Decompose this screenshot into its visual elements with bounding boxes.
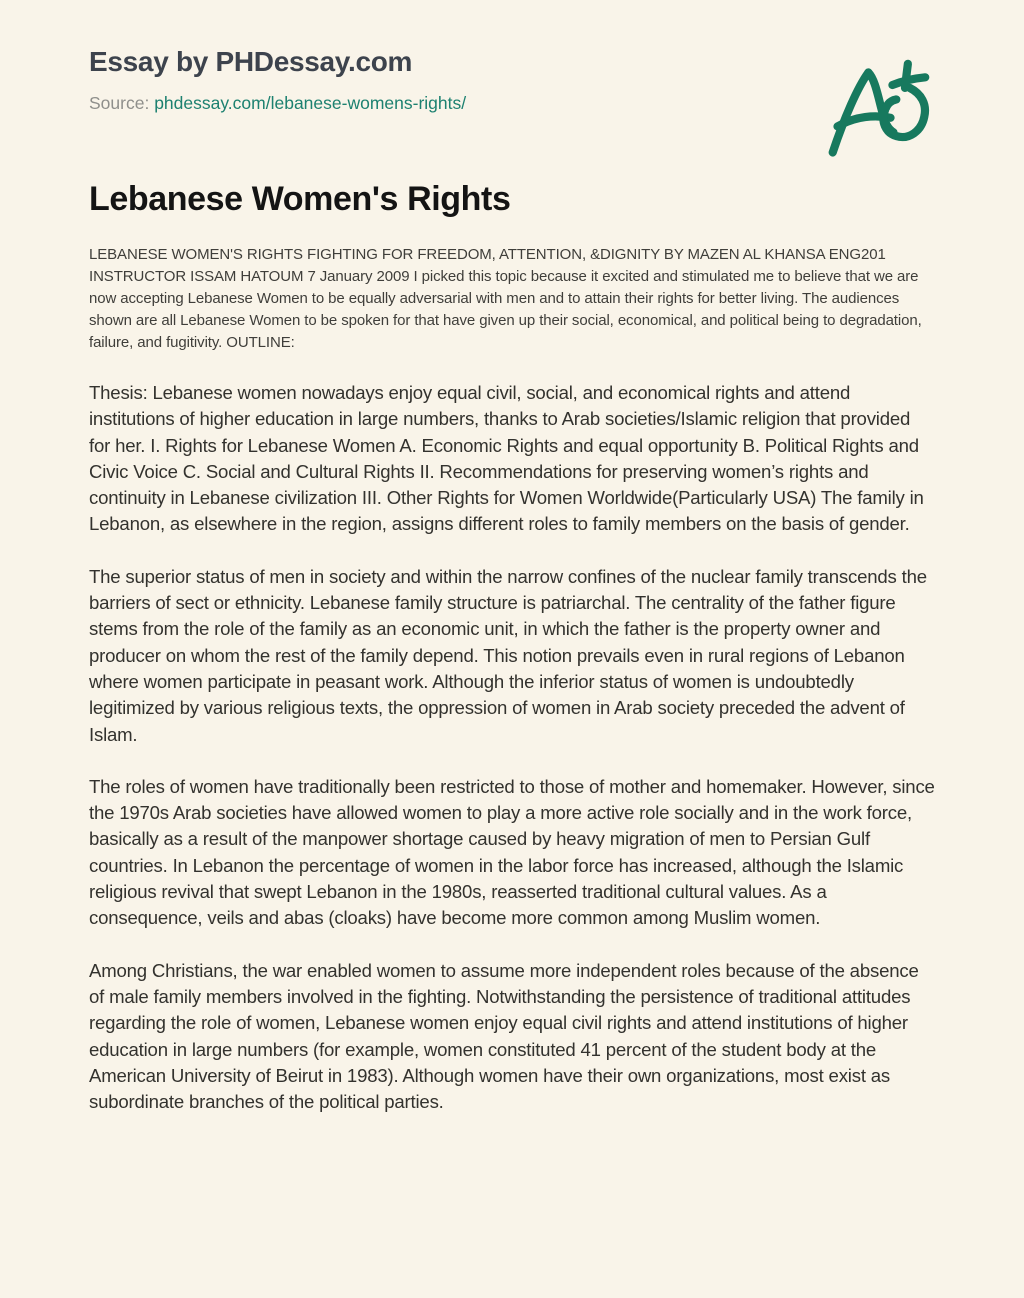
essay-paragraph-christians: Among Christians, the war enabled women to assume more independent roles because of the absence of male family members involved in the fighting. Notwithstanding the persistence of traditional attitudes regarding the role of women, Lebanese women enjoy equal civil rights and attend institutions of higher education in large numbers (for example, women constituted 41 percent of the student body at the American University of Beirut in 1983). Although women have their own organizations, most exist as subordinate branches of the political parties. [89,959,919,1113]
site-header-title: Essay by PHDessay.com [89,46,413,77]
essay-paragraph-thesis: Thesis: Lebanese women nowadays enjoy equal civil, social, and economical rights and attend institutions of higher education in large numbers, thanks to Arab societies/Islamic religion that provided for her. I. Rights for Lebanese Women A. Economic Rights and equal opportunity B. Political Rights and Civic Voice C. Social and Cultural Rights II. Recommendations for preserving women’s rights and continuity in Lebanese civilization III. Other Rights for Women Worldwide(Particularly USA) The family in Lebanon, as elsewhere in the region, assigns different roles to family members on the basis of gender. [89,382,924,535]
essay-content [89,180,935,1115]
essay-paragraph-roles: The roles of women have traditionally been restricted to those of mother and homemaker. However, since the 1970s Arab societies have allowed women to play a more active role socially and in the work force, basically as a result of the manpower shortage caused by heavy migration of men to Persian Gulf countries. In Lebanon the percentage of women in the labor force has increased, although the Islamic religious revival that swept Lebanon in the 1980s, reasserted traditional cultural values. As a consequence, veils and abas (cloaks) have become more common among Muslim women. [89,775,935,929]
source-line [89,93,935,114]
essay-paragraph-family-structure: The superior status of men in society and within the narrow confines of the nuclear family transcends the barriers of sect or ethnicity. Lebanese family structure is patriarchal. The centrality of the father figure stems from the role of the family as an economic unit, in which the father is the property owner and producer on whom the rest of the family depend. This notion prevails even in rural regions of Lebanon where women participate in peasant work. Although the inferior status of women is undoubtedly legitimized by various religious texts, the oppression of women in Arab society preceded the advent of Islam. [89,565,927,745]
essay-title: Lebanese Women's Rights [89,180,511,218]
a-plus-logo-icon [825,56,931,168]
source-link[interactable]: phdessay.com/lebanese-womens-rights/ [154,93,467,113]
document-header [89,46,935,114]
essay-intro-paragraph: LEBANESE WOMEN'S RIGHTS FIGHTING FOR FREEDOM, ATTENTION, &DIGNITY BY MAZEN AL KHANSA ENG201 INSTRUCTOR ISSAM HATOUM 7 January 2009 I picked this topic because it excited and stimulated me to believe that we are now accepting Lebanese Women to be equally adversarial with men and to attain their rights for better living. The audiences shown are all Lebanese Women to be spoken for that have given up their social, economical, and political being to degradation, failure, and fugitivity. OUTLINE: [89,246,922,351]
source-label: Source: [89,93,150,113]
